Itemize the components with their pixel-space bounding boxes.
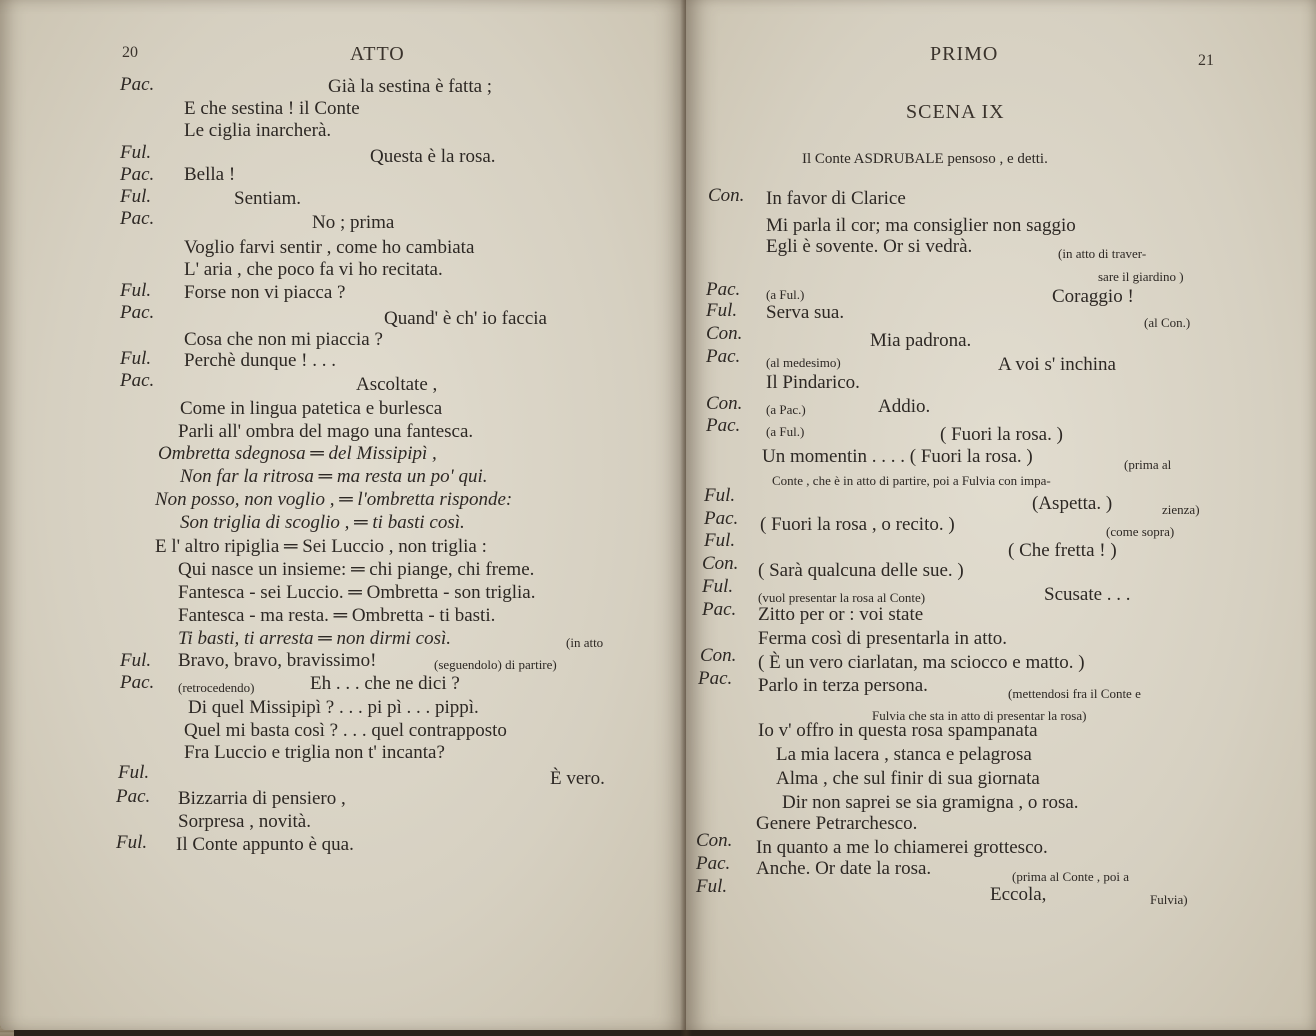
line: Voglio farvi sentir , come ho cambiata [184, 237, 475, 258]
stage-note: (seguendolo) di partire) [434, 657, 557, 672]
stage-note: (in atto [566, 635, 604, 650]
line: Ti basti, ti arresta ═ non dirmi così. [178, 628, 451, 649]
speaker: Ful. [704, 485, 736, 506]
right-page-number: 21 [1198, 52, 1214, 69]
speaker: Ful. [120, 280, 152, 301]
speaker: Ful. [118, 762, 150, 783]
speaker: Con. [702, 553, 739, 574]
speaker: Ful. [704, 530, 736, 551]
line: Forse non vi piacca ? [184, 282, 346, 303]
speaker: Pac. [706, 346, 741, 367]
line: In quanto a me lo chiamerei grottesco. [756, 837, 1048, 858]
line: Il Conte appunto è qua. [176, 834, 354, 855]
stage-direction: Il Conte ASDRUBALE pensoso , e detti. [802, 151, 1048, 167]
line: Bravo, bravo, bravissimo! [178, 650, 377, 671]
line: Addio. [878, 396, 931, 417]
speaker: Con. [706, 323, 743, 344]
speaker: Pac. [706, 415, 741, 436]
line: ( Sarà qualcuna delle sue. ) [758, 560, 964, 581]
stage-note: (al Con.) [1144, 315, 1191, 330]
stage-note: Fulvia che sta in atto di presentar la rosa) [872, 708, 1087, 723]
line: Scusate . . . [1044, 584, 1131, 605]
line: Perchè dunque ! . . . [184, 350, 336, 371]
right-page-header: PRIMO [930, 43, 999, 65]
line: A voi s' inchina [998, 354, 1116, 375]
line: La mia lacera , stanca e pelagrosa [776, 744, 1032, 765]
line: Dir non saprei se sia gramigna , o rosa. [782, 792, 1079, 813]
line: Alma , che sul finir di sua giornata [776, 768, 1040, 789]
line: In favor di Clarice [766, 188, 906, 209]
line: Genere Petrarchesco. [756, 813, 918, 834]
line: ( Che fretta ! ) [1008, 540, 1117, 561]
line: Ferma così di presentarla in atto. [758, 628, 1008, 649]
speaker: Ful. [120, 348, 152, 369]
line: Parli all' ombra del mago una fantesca. [178, 421, 474, 442]
line: Non far la ritrosa ═ ma resta un po' qui. [180, 466, 488, 487]
line: Sorpresa , novità. [178, 811, 311, 832]
stage-note: (retrocedendo) [178, 680, 255, 695]
line: Ombretta sdegnosa ═ del Missipipì , [158, 443, 437, 464]
line: Egli è sovente. Or si vedrà. [766, 236, 973, 257]
line: Come in lingua patetica e burlesca [180, 398, 443, 419]
speaker: Pac. [120, 370, 155, 391]
left-page-number: 20 [122, 44, 138, 61]
line: No ; prima [312, 212, 395, 233]
speaker: Ful. [120, 142, 152, 163]
line: Serva sua. [766, 302, 845, 323]
line: Quand' è ch' io faccia [384, 308, 547, 329]
line: ( Fuori la rosa , o recito. ) [760, 514, 955, 535]
speaker: Ful. [706, 300, 738, 321]
right-page [686, 0, 1316, 1030]
speaker: Ful. [120, 186, 152, 207]
stage-note: (al medesimo) [766, 355, 841, 370]
speaker: Pac. [702, 599, 737, 620]
line: Io v' offro in questa rosa spampanata [758, 720, 1038, 741]
line: Ascoltate , [356, 374, 438, 395]
line: Bizzarria di pensiero , [178, 788, 346, 809]
line: Mi parla il cor; ma consiglier non saggio [766, 215, 1076, 236]
line: Fantesca - ma resta. ═ Ombretta - ti basti. [178, 605, 496, 626]
speaker: Pac. [698, 668, 733, 689]
line: Di quel Missipipì ? . . . pi pì . . . pippì. [188, 697, 479, 718]
line: Parlo in terza persona. [758, 675, 928, 696]
line: Bella ! [184, 164, 236, 185]
stage-note: (prima al [1124, 457, 1172, 472]
line: Mia padrona. [870, 330, 972, 351]
line: ( È un vero ciarlatan, ma sciocco e matto. ) [758, 652, 1085, 673]
speaker: Pac. [120, 672, 155, 693]
line: Sentiam. [234, 188, 302, 209]
speaker: Con. [708, 185, 745, 206]
speaker: Con. [696, 830, 733, 851]
stage-note: (prima al Conte , poi a [1012, 869, 1129, 884]
stage-note: (a Ful.) [766, 424, 805, 439]
speaker: Pac. [120, 164, 155, 185]
speaker: Ful. [702, 576, 734, 597]
speaker: Ful. [696, 876, 728, 897]
line: È vero. [550, 768, 605, 789]
line: ( Fuori la rosa. ) [940, 424, 1063, 445]
line: E che sestina ! il Conte [184, 98, 360, 119]
line: Già la sestina è fatta ; [328, 76, 493, 97]
speaker: Pac. [120, 302, 155, 323]
stage-note: (vuol presentar la rosa al Conte) [758, 590, 926, 605]
line: Fantesca - sei Luccio. ═ Ombretta - son triglia. [178, 582, 536, 603]
line: Cosa che non mi piaccia ? [184, 329, 383, 350]
speaker: Con. [706, 393, 743, 414]
line: Qui nasce un insieme: ═ chi piange, chi freme. [178, 559, 535, 580]
stage-note: sare il giardino ) [1098, 269, 1184, 284]
stage-note: (come sopra) [1106, 524, 1175, 539]
line: E l' altro ripiglia ═ Sei Luccio , non triglia : [155, 536, 487, 557]
line: (Aspetta. ) [1032, 493, 1113, 514]
line: Non posso, non voglio , ═ l'ombretta risponde: [155, 489, 513, 510]
line: Anche. Or date la rosa. [756, 858, 932, 879]
speaker: Con. [700, 645, 737, 666]
line: Pac. [120, 74, 155, 95]
speaker: Pac. [116, 786, 151, 807]
stage-note: (a Ful.) [766, 287, 805, 302]
speaker: Pac. [696, 853, 731, 874]
speaker: Pac. [706, 279, 741, 300]
stage-note: (a Pac.) [766, 402, 806, 417]
line: Coraggio ! [1052, 286, 1134, 307]
line: L' aria , che poco fa vi ho recitata. [184, 259, 443, 280]
line: Fra Luccio e triglia non t' incanta? [184, 742, 445, 763]
scene-title: SCENA IX [906, 101, 1005, 123]
line: Son triglia di scoglio , ═ ti basti così. [180, 512, 465, 533]
line: Eh . . . che ne dici ? [310, 673, 460, 694]
speaker: Pac. [120, 208, 155, 229]
line: Il Pindarico. [766, 372, 860, 393]
line: Eccola, [990, 884, 1047, 905]
stage-note: Fulvia) [1150, 892, 1188, 907]
stage-note: (in atto di traver- [1058, 246, 1147, 261]
line: Questa è la rosa. [370, 146, 496, 167]
speaker: Ful. [116, 832, 148, 853]
stage-note: Conte , che è in atto di partire, poi a Fulvia con impa- [772, 473, 1051, 488]
stage-note: zienza) [1162, 502, 1200, 517]
line: Un momentin . . . . ( Fuori la rosa. ) [762, 446, 1033, 467]
speaker: Pac. [704, 508, 739, 529]
stage-note: (mettendosi fra il Conte e [1008, 686, 1141, 701]
line: Zitto per or : voi state [758, 604, 924, 625]
speaker: Ful. [120, 650, 152, 671]
left-page-header: ATTO [350, 43, 405, 65]
line: Le ciglia inarcherà. [184, 120, 332, 141]
line: Quel mi basta così ? . . . quel contrapposto [184, 720, 507, 741]
